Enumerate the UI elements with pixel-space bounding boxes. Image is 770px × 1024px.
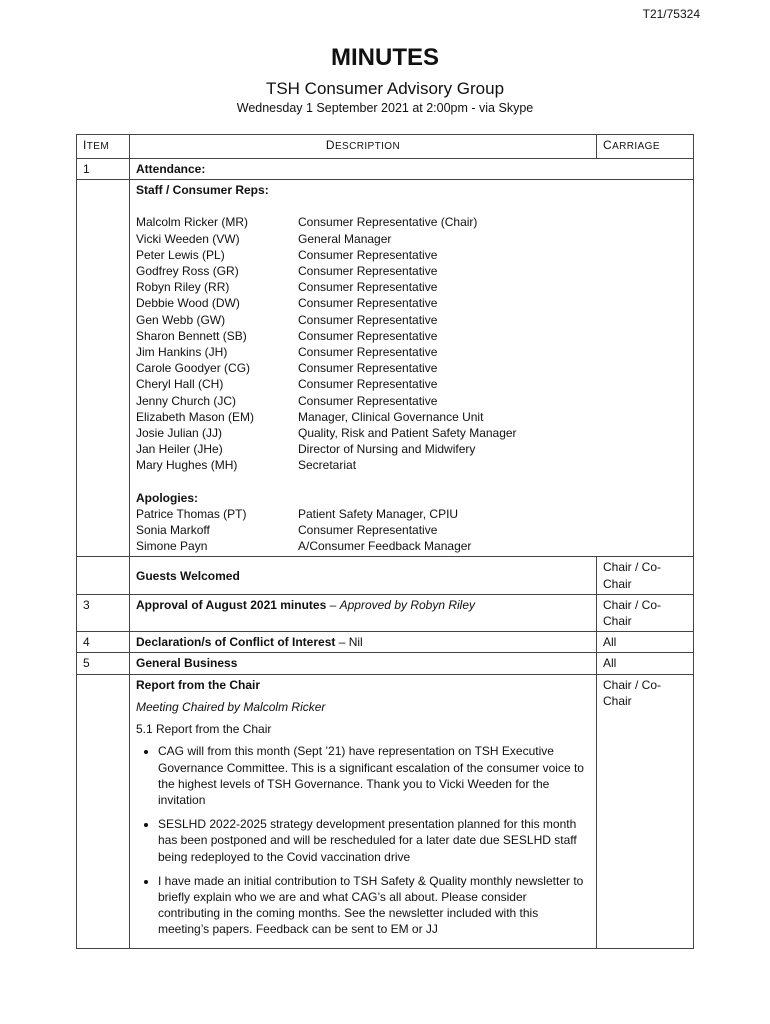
column-header-carriage: CARRIAGE	[597, 135, 694, 159]
person-role: Manager, Clinical Governance Unit	[298, 409, 484, 424]
apology-entry	[136, 522, 687, 538]
person-name: Gen Webb (GW)	[136, 312, 226, 327]
chair-report-description	[130, 674, 597, 948]
item-number: 1	[77, 159, 130, 180]
staff-entry	[136, 312, 687, 328]
person-role: Patient Safety Manager, CPIU	[298, 506, 459, 521]
guests-description: Guests Welcomed	[130, 557, 597, 594]
item-number	[77, 180, 130, 557]
person-role: Secretariat	[298, 458, 357, 473]
person-role: Consumer Representative	[298, 296, 438, 311]
person-name: Sonia Markoff	[136, 523, 210, 538]
person-name: Jenny Church (JC)	[136, 393, 237, 408]
staff-entry	[136, 328, 687, 344]
person-role: Consumer Representative	[298, 361, 438, 376]
chair-report-bullets	[136, 743, 590, 937]
person-name: Carole Goodyer (CG)	[136, 361, 251, 376]
conflict-description: Declaration/s of Conflict of Interest – Nil	[130, 632, 597, 653]
approval-carriage: Chair / Co-Chair	[597, 594, 694, 631]
chaired-by: Meeting Chaired by Malcolm Ricker	[136, 699, 326, 714]
staff-entry	[136, 295, 687, 311]
staff-heading: Staff / Consumer Reps:	[136, 183, 269, 198]
apologies-list	[136, 506, 687, 555]
table-row	[77, 653, 694, 674]
staff-entry	[136, 393, 687, 409]
conflict-carriage: All	[597, 632, 694, 653]
column-header-description: DESCRIPTION	[130, 135, 597, 159]
person-role: Consumer Representative	[298, 377, 438, 392]
person-name: Jan Heiler (JHe)	[136, 442, 223, 457]
staff-entry	[136, 376, 687, 392]
person-role: Director of Nursing and Midwifery	[298, 442, 476, 457]
person-role: Consumer Representative	[298, 523, 438, 538]
staff-entry	[136, 247, 687, 263]
person-name: Mary Hughes (MH)	[136, 458, 238, 473]
list-item: • CAG will from this month (Sept ’21) have representation on TSH Executive Governance Committee. This is a significant escalation of the consumer voice to the highest levels of TSH Governance. Thank you to Vicki Weeden for the invitation	[158, 743, 590, 808]
item-number	[77, 557, 130, 594]
person-name: Sharon Bennett (SB)	[136, 328, 247, 343]
person-role: Consumer Representative	[298, 393, 438, 408]
staff-entry	[136, 279, 687, 295]
person-name: Malcolm Ricker (MR)	[136, 215, 248, 230]
person-name: Robyn Riley (RR)	[136, 280, 230, 295]
page-title: MINUTES	[331, 44, 439, 71]
attendance-heading-cell	[130, 159, 694, 180]
person-name: Simone Payn	[136, 539, 208, 554]
item-number: 5	[77, 653, 130, 674]
person-role: Consumer Representative	[298, 247, 438, 262]
table-row	[77, 594, 694, 631]
person-name: Cheryl Hall (CH)	[136, 377, 224, 392]
attendance-heading: Attendance:	[136, 162, 206, 176]
item-number: 4	[77, 632, 130, 653]
sub-heading: 5.1 Report from the Chair	[136, 722, 272, 737]
minutes-table	[76, 134, 694, 949]
person-name: Patrice Thomas (PT)	[136, 506, 247, 521]
person-role: A/Consumer Feedback Manager	[298, 539, 472, 554]
staff-entry	[136, 360, 687, 376]
table-row	[77, 632, 694, 653]
chair-report-carriage: Chair / Co-Chair	[597, 674, 694, 948]
chair-report-heading: Report from the Chair	[136, 677, 261, 692]
item-number	[77, 674, 130, 948]
person-name: Vicki Weeden (VW)	[136, 231, 240, 246]
staff-entry	[136, 409, 687, 425]
approval-description: Approval of August 2021 minutes – Approved by Robyn Riley	[130, 594, 597, 631]
general-business-carriage: All	[597, 653, 694, 674]
person-role: Consumer Representative	[298, 264, 438, 279]
column-header-item: ITEM	[77, 135, 130, 159]
staff-entry	[136, 344, 687, 360]
person-role: Consumer Representative	[298, 280, 438, 295]
staff-entry	[136, 214, 687, 230]
table-header-row	[77, 135, 694, 159]
table-row	[77, 557, 694, 594]
list-item: • I have made an initial contribution to TSH Safety & Quality monthly newsletter to briefly explain who we are and what CAG’s all about. Please consider contributing in the coming months. See the newsletter included with this meeting’s papers. Feedback can be sent to EM or JJ	[158, 873, 590, 938]
attendance-cell	[130, 180, 694, 557]
staff-entry	[136, 441, 687, 457]
table-row	[77, 180, 694, 557]
staff-list	[136, 214, 687, 473]
guests-carriage: Chair / Co-Chair	[597, 557, 694, 594]
person-role: Consumer Representative	[298, 312, 438, 327]
meeting-details: Wednesday 1 September 2021 at 2:00pm - via Skype	[236, 101, 534, 115]
person-name: Josie Julian (JJ)	[136, 426, 223, 441]
list-item: • SESLHD 2022-2025 strategy development presentation planned for this month has been postponed and will be rescheduled for a later date due SESLHD staff being redeployed to the Covid vaccination drive	[158, 816, 590, 865]
person-role: General Manager	[298, 231, 392, 246]
document-reference: T21/75324	[642, 7, 700, 21]
person-name: Peter Lewis (PL)	[136, 247, 225, 262]
apologies-heading: Apologies:	[136, 490, 198, 505]
person-name: Godfrey Ross (GR)	[136, 264, 239, 279]
person-role: Quality, Risk and Patient Safety Manager	[298, 426, 517, 441]
table-row	[77, 674, 694, 948]
staff-entry	[136, 457, 687, 473]
person-role: Consumer Representative (Chair)	[298, 215, 478, 230]
item-number: 3	[77, 594, 130, 631]
staff-entry	[136, 263, 687, 279]
staff-entry	[136, 425, 687, 441]
general-business-description: General Business	[130, 653, 597, 674]
person-role: Consumer Representative	[298, 328, 438, 343]
person-role: Consumer Representative	[298, 345, 438, 360]
person-name: Elizabeth Mason (EM)	[136, 409, 255, 424]
staff-entry	[136, 231, 687, 247]
apology-entry	[136, 506, 687, 522]
table-row	[77, 159, 694, 180]
person-name: Debbie Wood (DW)	[136, 296, 240, 311]
apology-entry	[136, 538, 687, 554]
person-name: Jim Hankins (JH)	[136, 345, 228, 360]
group-name: TSH Consumer Advisory Group	[265, 79, 505, 98]
